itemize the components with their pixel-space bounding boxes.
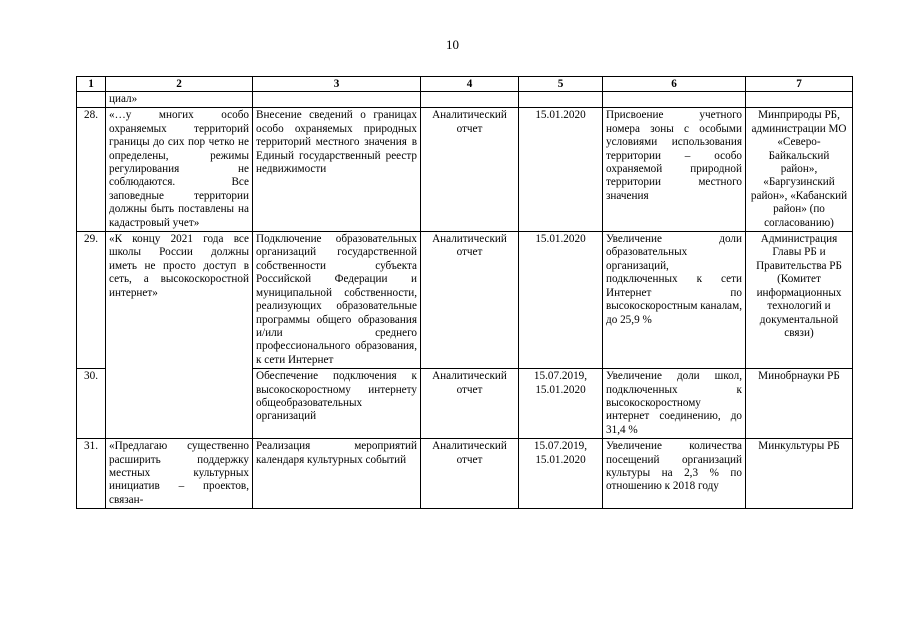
responsible-cell: Минприроды РБ, администрации МО «Северо-Байкальский район», «Баргузинский район», «Кабанский район» (по согласованию) (746, 108, 853, 232)
form-cell: Аналитический отчет (421, 108, 519, 232)
form-cell: Аналитический отчет (421, 232, 519, 369)
row-number-cell (77, 92, 106, 108)
date-cell (519, 92, 603, 108)
date-cell (519, 439, 603, 509)
quote-cell: «К концу 2021 года все школы России должны иметь не просто доступ в сеть, а высокоскоростной интернет» (106, 232, 253, 439)
form-cell (421, 92, 519, 108)
result-cell: Увеличение доли образовательных организаций, подключенных к сети Интернет по высокоскоростным каналам, до 25,9 % (603, 232, 746, 369)
measure-cell: Подключение образовательных организаций государственной собственности субъекта Российской Федерации и муниципальной собственности, реализующих образовательные программы общего образования и/или среднего профессионального образования, к сети Интернет (253, 232, 421, 369)
table-row-28 (77, 108, 853, 232)
date-line: 15.01.2020 (535, 383, 586, 396)
date-cell: 15.01.2020 (519, 232, 603, 369)
table-row-29 (77, 232, 853, 369)
form-cell: Аналитический отчет (421, 369, 519, 439)
date-line: 15.07.2019, (533, 440, 588, 453)
responsible-cell: Минкультуры РБ (746, 439, 853, 509)
responsible-cell: Минобрнауки РБ (746, 369, 853, 439)
quote-cell: циал» (106, 92, 253, 108)
result-cell: Присвоение учетного номера зоны с особыми условиями использования территории – особо охраняемой природной территории местного значения (603, 108, 746, 232)
header-col-3: 3 (253, 77, 421, 92)
header-col-6: 6 (603, 77, 746, 92)
row-number-cell: 28. (77, 108, 106, 232)
table-row-continuation (77, 92, 853, 108)
quote-cell: «Предлагаю существенно расширить поддержку местных культурных инициатив – проектов, связан- (106, 439, 253, 509)
result-cell: Увеличение доли школ, подключенных к высокоскоростному интернет соединению, до 31,4 % (603, 369, 746, 439)
row-number-cell: 30. (77, 369, 106, 439)
date-line: 15.01.2020 (535, 453, 586, 466)
row-number-cell: 31. (77, 439, 106, 509)
result-cell (603, 92, 746, 108)
measure-cell: Внесение сведений о границах особо охраняемых природных территорий местного значения в Единый государственный реестр недвижимости (253, 108, 421, 232)
header-col-7: 7 (746, 77, 853, 92)
header-col-4: 4 (421, 77, 519, 92)
result-cell: Увеличение количества посещений организаций культуры на 2,3 % по отношению к 2018 году (603, 439, 746, 509)
table-header-row (77, 77, 853, 92)
responsible-cell: Администрация Главы РБ и Правительства РБ (Комитет информационных технологий и документальной связи) (746, 232, 853, 369)
document-table (76, 76, 853, 509)
header-col-5: 5 (519, 77, 603, 92)
page-number: 10 (446, 37, 459, 52)
measure-cell: Обеспечение подключения к высокоскоростному интернету общеобразовательных организаций (253, 369, 421, 439)
header-col-2: 2 (106, 77, 253, 92)
date-cell (519, 369, 603, 439)
header-col-1: 1 (77, 77, 106, 92)
measure-cell: Реализация мероприятий календаря культурных событий (253, 439, 421, 509)
quote-cell: «…у многих особо охраняемых территорий границы до сих пор четко не определены, режимы регулирования не соблюдаются. Все заповедные территории должны быть поставлены на кадастровый учет» (106, 108, 253, 232)
date-line: 15.07.2019, (533, 370, 588, 383)
date-cell: 15.01.2020 (519, 108, 603, 232)
measure-cell (253, 92, 421, 108)
form-cell: Аналитический отчет (421, 439, 519, 509)
row-number-cell: 29. (77, 232, 106, 369)
responsible-cell (746, 92, 853, 108)
table-row-31 (77, 439, 853, 509)
